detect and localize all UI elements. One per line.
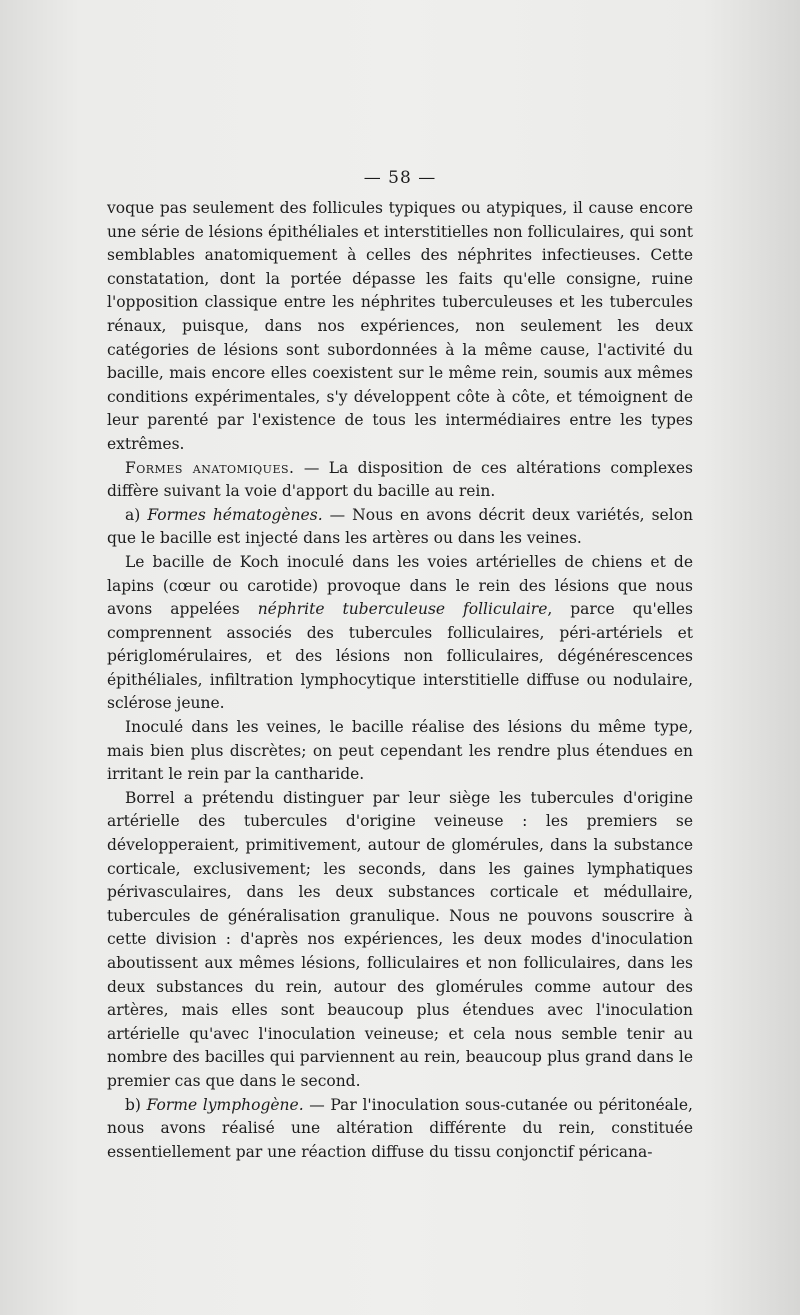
section-heading-formes-anatomiques: Formes anatomiques. bbox=[125, 458, 295, 477]
list-label-b: b) bbox=[125, 1095, 147, 1114]
paragraph-2-text: — La disposition de ces altérations complexes diffère suivant la voie d'apport du bacille au rein. bbox=[107, 458, 693, 501]
paragraph-4-part-b: , parce qu'elles comprennent associés des tubercules folliculaires, péri-artériels et périglomérulaires, et des lésions non folliculaires, dégénérescences épithéliales, infiltration lymphocytique interstitielle diffuse ou nodulaire, sclérose jeune. bbox=[107, 600, 693, 713]
list-label-a: a) bbox=[125, 505, 148, 524]
page-number: — 58 — bbox=[363, 168, 437, 188]
paragraph-formes-anatomiques bbox=[107, 457, 693, 504]
paragraph-5: Inoculé dans les veines, le bacille réalise des lésions du même type, mais bien plus discrètes; on peut cependant les rendre plus étendues en irritant le rein par la cantharide. bbox=[107, 718, 693, 784]
subsection-heading-hematogenes: Formes hématogènes. bbox=[147, 505, 323, 524]
paragraph-forme-lymphogene bbox=[107, 1094, 693, 1165]
paragraph-4-part-a: Le bacille de Koch inoculé dans les voies artérielles de chiens et de lapins (cœur ou carotide) provoque dans le rein des lésions que nous avons appelées bbox=[107, 552, 693, 619]
paragraph-7-text: — Par l'inoculation sous-cutanée ou péritonéale, nous avons réalisé une altération différente du rein, constituée essentiellement par une réaction diffuse du tissu conjonctif péricana- bbox=[107, 1095, 693, 1161]
body-text bbox=[107, 197, 693, 1164]
paragraph-6: Borrel a prétendu distinguer par leur siège les tubercules d'origine artérielle des tubercules d'origine veineuse : les premiers se développeraient, primitivement, autour de glomérules, dans la substance corticale, exclusivement; les seconds, dans les gaines lymphatiques périvasculaires, dans les deux substances corticale et médullaire, tubercules de généralisation granulique. Nous ne pouvons souscrire à cette division : d'après nos expériences, les deux modes d'inoculation aboutissent aux mêmes lésions, folliculaires et non folliculaires, dans les deux substances du rein, autour des glomérules comme autour des artères, mais elles sont beaucoup plus étendues avec l'inoculation artérielle qu'avec l'inoculation veineuse; et cela nous semble tenir au nombre des bacilles qui parviennent au rein, beaucoup plus grand dans le premier cas que dans le second. bbox=[107, 788, 693, 1090]
subsection-heading-lymphogene: Forme lymphogène. bbox=[146, 1095, 304, 1114]
paragraph-1: voque pas seulement des follicules typiques ou atypiques, il cause encore une série de lésions épithéliales et interstitielles non folliculaires, qui sont semblables anatomiquement à celles des néphrites infectieuses. Cette constatation, dont la portée dépasse les faits qu'elle consigne, ruine l'opposition classique entre les néphrites tuberculeuses et les tubercules rénaux, puisque, dans nos expériences, non seulement les deux catégories de lésions sont subordonnées à la même cause, l'activité du bacille, mais encore elles coexistent sur le même rein, soumis aux mêmes conditions expérimentales, s'y développent côte à côte, et témoignent de leur parenté par l'existence de tous les intermédiaires entre les types extrêmes. bbox=[107, 199, 693, 453]
paragraph-3-text: — Nous en avons décrit deux variétés, selon que le bacille est injecté dans les artères ou dans les veines. bbox=[107, 505, 694, 548]
paragraph-formes-hematogenes bbox=[107, 504, 693, 551]
term-nephrite-tuberculeuse: néphrite tuberculeuse folliculaire bbox=[257, 600, 548, 619]
paragraph-4 bbox=[107, 551, 693, 716]
